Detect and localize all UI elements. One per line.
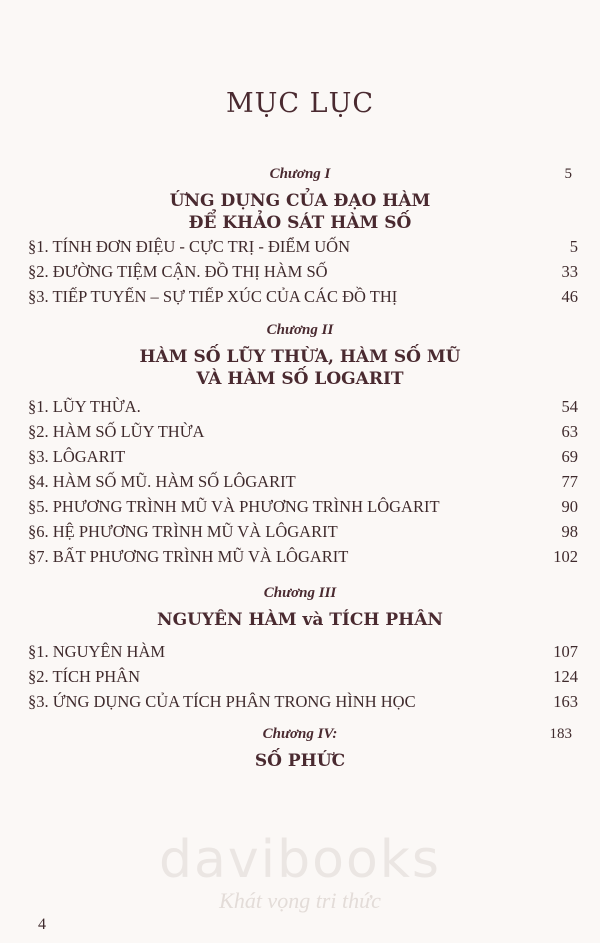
toc-entry-label: §1. NGUYÊN HÀM	[28, 642, 166, 661]
chapter-1-title	[0, 190, 600, 234]
toc-entry-page: 54	[561, 397, 578, 416]
toc-entry-page: 163	[553, 692, 578, 711]
toc-entry-label: §1. TÍNH ĐƠN ĐIỆU - CỰC TRỊ - ĐIỂM UỐN	[28, 237, 350, 256]
chapter-2-title-line: VÀ HÀM SỐ LOGARIT	[196, 369, 404, 389]
toc-entry-page: 5	[569, 237, 578, 256]
chapter-4-title	[0, 750, 600, 772]
toc-entry-label: §2. ĐƯỜNG TIỆM CẬN. ĐỒ THỊ HÀM SỐ	[28, 262, 328, 281]
chapter-3-title-line: NGUYÊN HÀM và TÍCH PHÂN	[157, 610, 443, 630]
toc-entry-label: §7. BẤT PHƯƠNG TRÌNH MŨ VÀ LÔGARIT	[28, 547, 349, 566]
toc-entry-page: 90	[561, 497, 578, 516]
toc-entry-label: §4. HÀM SỐ MŨ. HÀM SỐ LÔGARIT	[28, 472, 296, 491]
chapter-2-title-line: HÀM SỐ LŨY THỪA, HÀM SỐ MŨ	[139, 347, 461, 367]
chapter-1-label: Chương I	[269, 166, 331, 182]
toc-entry-label: §2. HÀM SỐ LŨY THỪA	[28, 422, 205, 441]
toc-entry-page: 33	[561, 262, 578, 281]
toc-entry-page: 63	[561, 422, 578, 441]
toc-entry[interactable]	[28, 521, 578, 543]
toc-entry[interactable]	[28, 446, 578, 468]
chapter-2-title	[0, 346, 600, 390]
toc-entry[interactable]	[28, 641, 578, 663]
toc-entry-page: 124	[553, 667, 578, 686]
watermark-brand: davibooks	[159, 830, 441, 890]
toc-entry-page: 46	[561, 287, 578, 306]
chapter-2-label: Chương II	[266, 322, 334, 338]
toc-entry-page: 107	[553, 642, 578, 661]
watermark-slogan: Khát vọng tri thức	[219, 888, 381, 913]
chapter-4-title-line: SỐ PHỨC	[254, 751, 346, 771]
toc-entry[interactable]	[28, 691, 578, 713]
toc-entry[interactable]	[28, 286, 578, 308]
toc-entry-label: §2. TÍCH PHÂN	[28, 667, 140, 686]
toc-entry-page: 77	[561, 472, 578, 491]
toc-entry[interactable]	[28, 496, 578, 518]
page-number: 4	[38, 916, 46, 933]
chapter-1-title-line: ĐỂ KHẢO SÁT HÀM SỐ	[188, 213, 412, 233]
toc-entry[interactable]	[28, 396, 578, 418]
toc-entry-page: 69	[561, 447, 578, 466]
toc-entry[interactable]	[28, 546, 578, 568]
toc-entry-label: §3. LÔGARIT	[28, 447, 126, 466]
toc-entry[interactable]	[28, 261, 578, 283]
toc-entry[interactable]	[28, 236, 578, 258]
toc-entry-label: §1. LŨY THỪA.	[28, 397, 141, 416]
chapter-4-label: Chương IV:	[262, 726, 338, 742]
toc-entry[interactable]	[28, 421, 578, 443]
chapter-3-label: Chương III	[263, 585, 337, 601]
page-title: MỤC LỤC	[226, 88, 374, 119]
toc-entry[interactable]	[28, 666, 578, 688]
toc-entry-page: 98	[561, 522, 578, 541]
toc-entry-page: 102	[553, 547, 578, 566]
toc-entry-label: §3. ỨNG DỤNG CỦA TÍCH PHÂN TRONG HÌNH HỌC	[28, 692, 416, 711]
chapter-3-title	[0, 609, 600, 631]
toc-entry[interactable]	[28, 471, 578, 493]
chapter-1-page: 5	[564, 166, 572, 182]
toc-entry-label: §5. PHƯƠNG TRÌNH MŨ VÀ PHƯƠNG TRÌNH LÔGARIT	[28, 497, 440, 516]
chapter-1-title-line: ỨNG DỤNG CỦA ĐẠO HÀM	[169, 191, 431, 211]
toc-entry-label: §6. HỆ PHƯƠNG TRÌNH MŨ VÀ LÔGARIT	[28, 522, 338, 541]
chapter-4-page: 183	[549, 726, 572, 742]
toc-entry-label: §3. TIẾP TUYẾN – SỰ TIẾP XÚC CỦA CÁC ĐỒ THỊ	[28, 287, 398, 306]
